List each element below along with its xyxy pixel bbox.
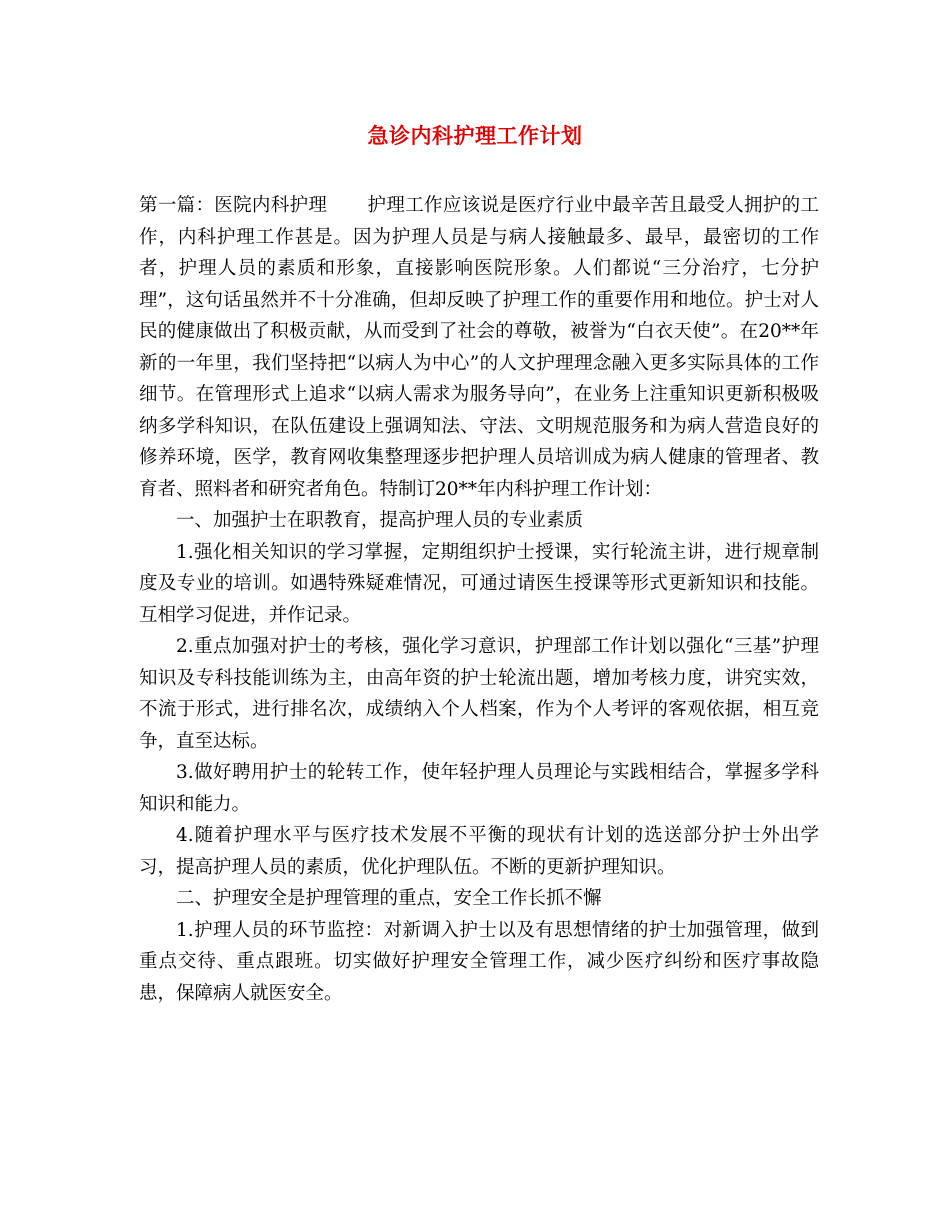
section-heading-1: 一、加强护士在职教育，提高护理人员的专业素质	[176, 510, 584, 531]
intro-heading: 第一篇：医院内科护理	[139, 195, 328, 216]
section-2-item-1: 1.护理人员的环节监控：对新调入护士以及有思想情绪的护士加强管理，做到重点交待、重点跟班。切实做好护理安全管理工作，减少医疗纠纷和医疗事故隐患，保障病人就医安全。	[139, 919, 819, 1004]
section-heading-2: 二、护理安全是护理管理的重点，安全工作长抓不懈	[176, 888, 602, 909]
section-1-item-4: 4.随着护理水平与医疗技术发展不平衡的现状有计划的选送部分护士外出学习，提高护理人员的素质，优化护理队伍。不断的更新护理知识。	[139, 825, 819, 878]
section-1-item-1: 1.强化相关知识的学习掌握，定期组织护士授课，实行轮流主讲，进行规章制度及专业的培训。如遇特殊疑难情况，可通过请医生授课等形式更新知识和技能。互相学习促进，并作记录。	[139, 541, 819, 626]
document-body	[139, 190, 819, 1009]
document-title: 急诊内科护理工作计划	[367, 123, 583, 148]
section-1-item-2: 2.重点加强对护士的考核，强化学习意识，护理部工作计划以强化“三基”护理知识及专科技能训练为主，由高年资的护士轮流出题，增加考核力度，讲究实效，不流于形式，进行排名次，成绩纳入个人档案，作为个人考评的客观依据，相互竞争，直至达标。	[139, 636, 819, 752]
intro-text: 护理工作应该说是医疗行业中最辛苦且最受人拥护的工作，内科护理工作甚是。因为护理人员是与病人接触最多、最早，最密切的工作者，护理人员的素质和形象，直接影响医院形象。人们都说“三分治疗，七分护理”，这句话虽然并不十分准确，但却反映了护理工作的重要作用和地位。护士对人民的健康做出了积极贡献，从而受到了社会的尊敬，被誉为“白衣天使”。在20**年新的一年里，我们坚持把“以病人为中心”的人文护理理念融入更多实际具体的工作细节。在管理形式上追求“以病人需求为服务导向”，在业务上注重知识更新积极吸纳多学科知识，在队伍建设上强调知法、守法、文明规范服务和为病人营造良好的修养环境，医学，教育网收集整理逐步把护理人员培训成为病人健康的管理者、教育者、照料者和研究者角色。特制订20**年内科护理工作计划：	[139, 195, 819, 500]
intro-paragraph	[139, 190, 819, 505]
section-1-item-3: 3.做好聘用护士的轮转工作，使年轻护理人员理论与实践相结合，掌握多学科知识和能力。	[139, 762, 819, 815]
